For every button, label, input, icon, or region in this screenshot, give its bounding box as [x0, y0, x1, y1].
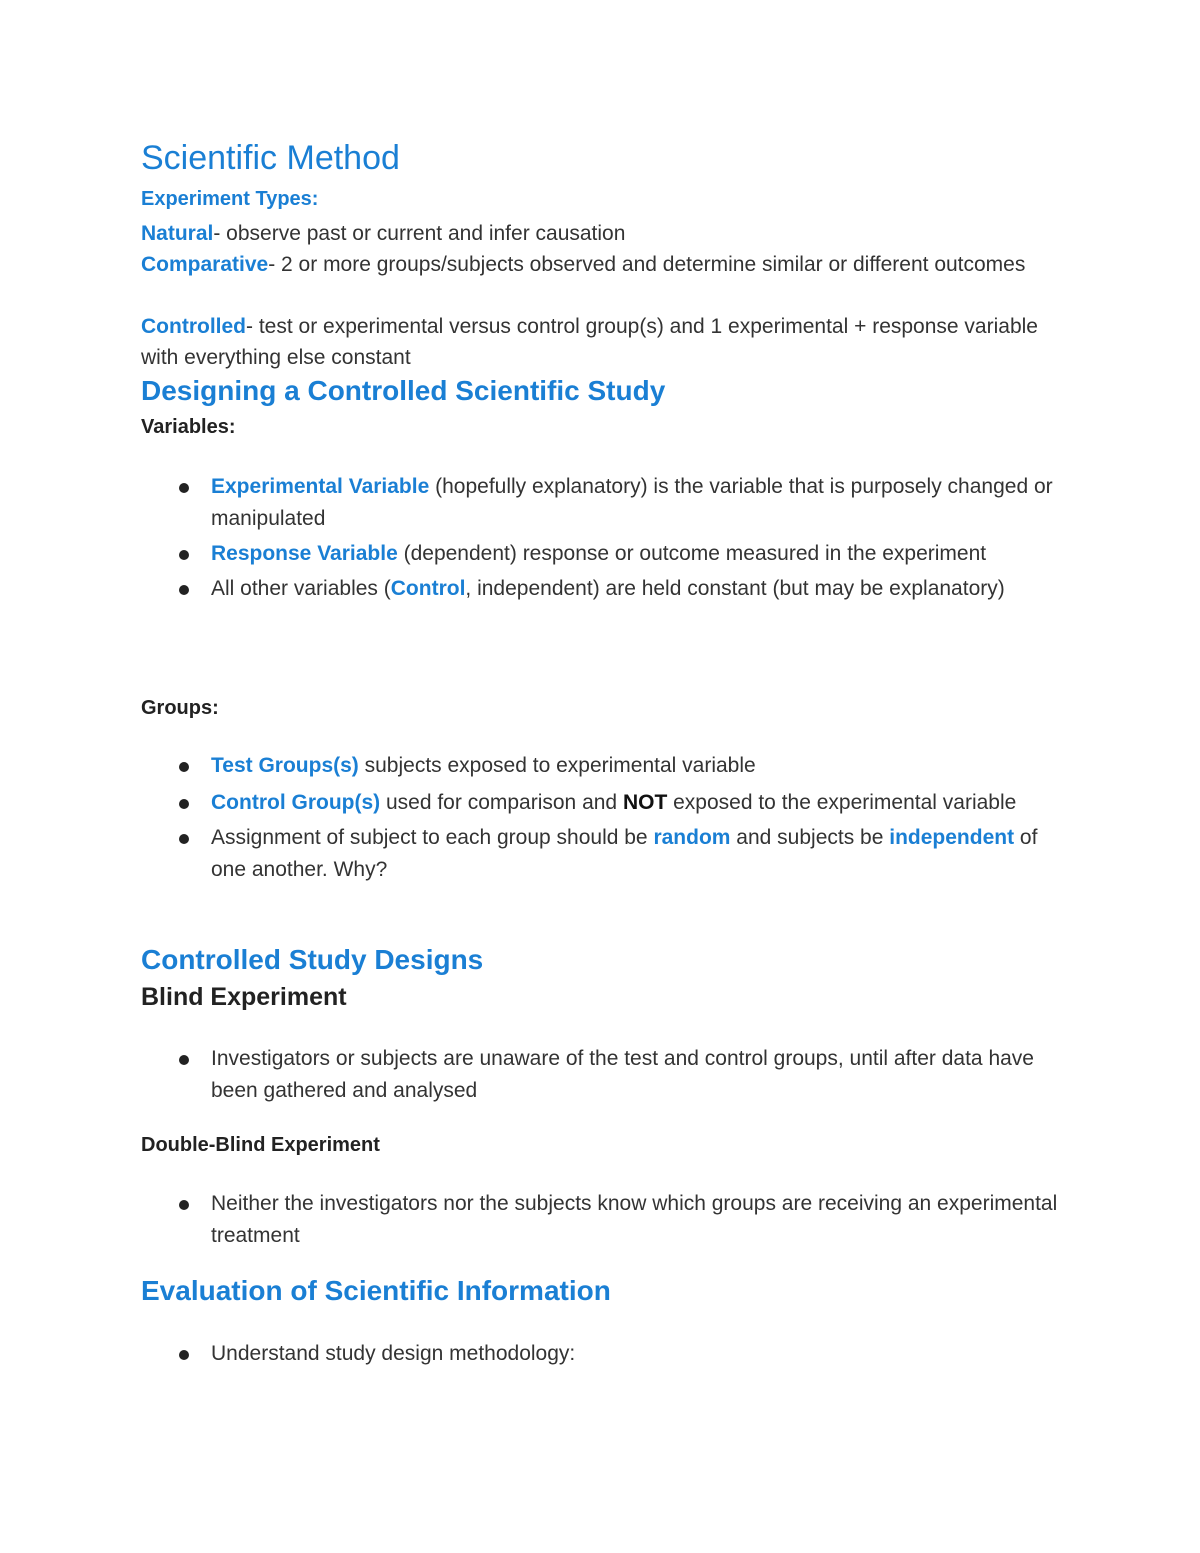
bullet-icon — [179, 483, 189, 493]
bullet-icon — [179, 550, 189, 560]
variables-label: Variables: — [141, 416, 236, 438]
emphasis: NOT — [622, 791, 668, 814]
list-item: All other variables (Control, independent) are held constant (but may be explanatory) — [0, 573, 1061, 605]
variables-list — [0, 471, 1061, 605]
bullet-icon — [179, 762, 189, 772]
experiment-type-controlled — [141, 311, 1071, 373]
section-heading-designing: Designing a Controlled Scientific Study — [141, 375, 666, 406]
list-item: Response Variable (dependent) response or outcome measured in the experiment — [0, 538, 1061, 570]
description: - 2 or more groups/subjects observed and determine similar or different outcomes — [268, 253, 1026, 276]
bullet-icon — [179, 834, 189, 844]
bullet-icon — [179, 799, 189, 809]
list-item: Experimental Variable (hopefully explanatory) is the variable that is purposely changed or manipulated — [0, 471, 1061, 535]
term: Natural — [141, 222, 214, 245]
blind-experiment-heading: Blind Experiment — [141, 983, 347, 1011]
term: Test Groups(s) — [211, 754, 359, 777]
bullet-icon — [179, 585, 189, 595]
groups-list — [0, 750, 1061, 886]
description: - observe past or current and infer causation — [213, 222, 626, 245]
bullet-icon — [179, 1350, 189, 1360]
page-title: Scientific Method — [141, 139, 400, 177]
term: Control — [390, 577, 466, 600]
term: Comparative — [141, 253, 269, 276]
section-heading-designs: Controlled Study Designs — [141, 944, 484, 975]
experiment-type-comparative — [141, 249, 1071, 280]
list-item: Neither the investigators nor the subjects know which groups are receiving an experimental treatment — [0, 1188, 1061, 1252]
section-heading-evaluation: Evaluation of Scientific Information — [141, 1275, 611, 1306]
term: Controlled — [141, 315, 246, 338]
list-item: Investigators or subjects are unaware of the test and control groups, until after data have been gathered and analysed — [0, 1043, 1061, 1107]
bullet-icon — [179, 1200, 189, 1210]
term: independent — [889, 826, 1015, 849]
evaluation-list — [0, 1338, 1061, 1370]
description: - test or experimental versus control group(s) and 1 experimental + response variable with everything else constant — [141, 315, 1038, 369]
term: Experimental Variable — [211, 475, 430, 498]
experiment-types-label: Experiment Types: — [141, 188, 319, 210]
list-item: Control Group(s) used for comparison and NOT exposed to the experimental variable — [0, 787, 1061, 819]
list-item: Assignment of subject to each group should be random and subjects be independent of one another. Why? — [0, 822, 1061, 886]
double-blind-list — [0, 1188, 1061, 1252]
groups-label: Groups: — [141, 697, 219, 719]
bullet-icon — [179, 1055, 189, 1065]
experiment-type-natural — [141, 218, 1071, 249]
term: random — [653, 826, 731, 849]
blind-list — [0, 1043, 1061, 1107]
term: Control Group(s) — [211, 791, 381, 814]
term: Response Variable — [211, 542, 398, 565]
double-blind-heading: Double-Blind Experiment — [141, 1134, 380, 1156]
list-item: Understand study design methodology: — [0, 1338, 1061, 1370]
list-item: Test Groups(s) subjects exposed to experimental variable — [0, 750, 1061, 782]
